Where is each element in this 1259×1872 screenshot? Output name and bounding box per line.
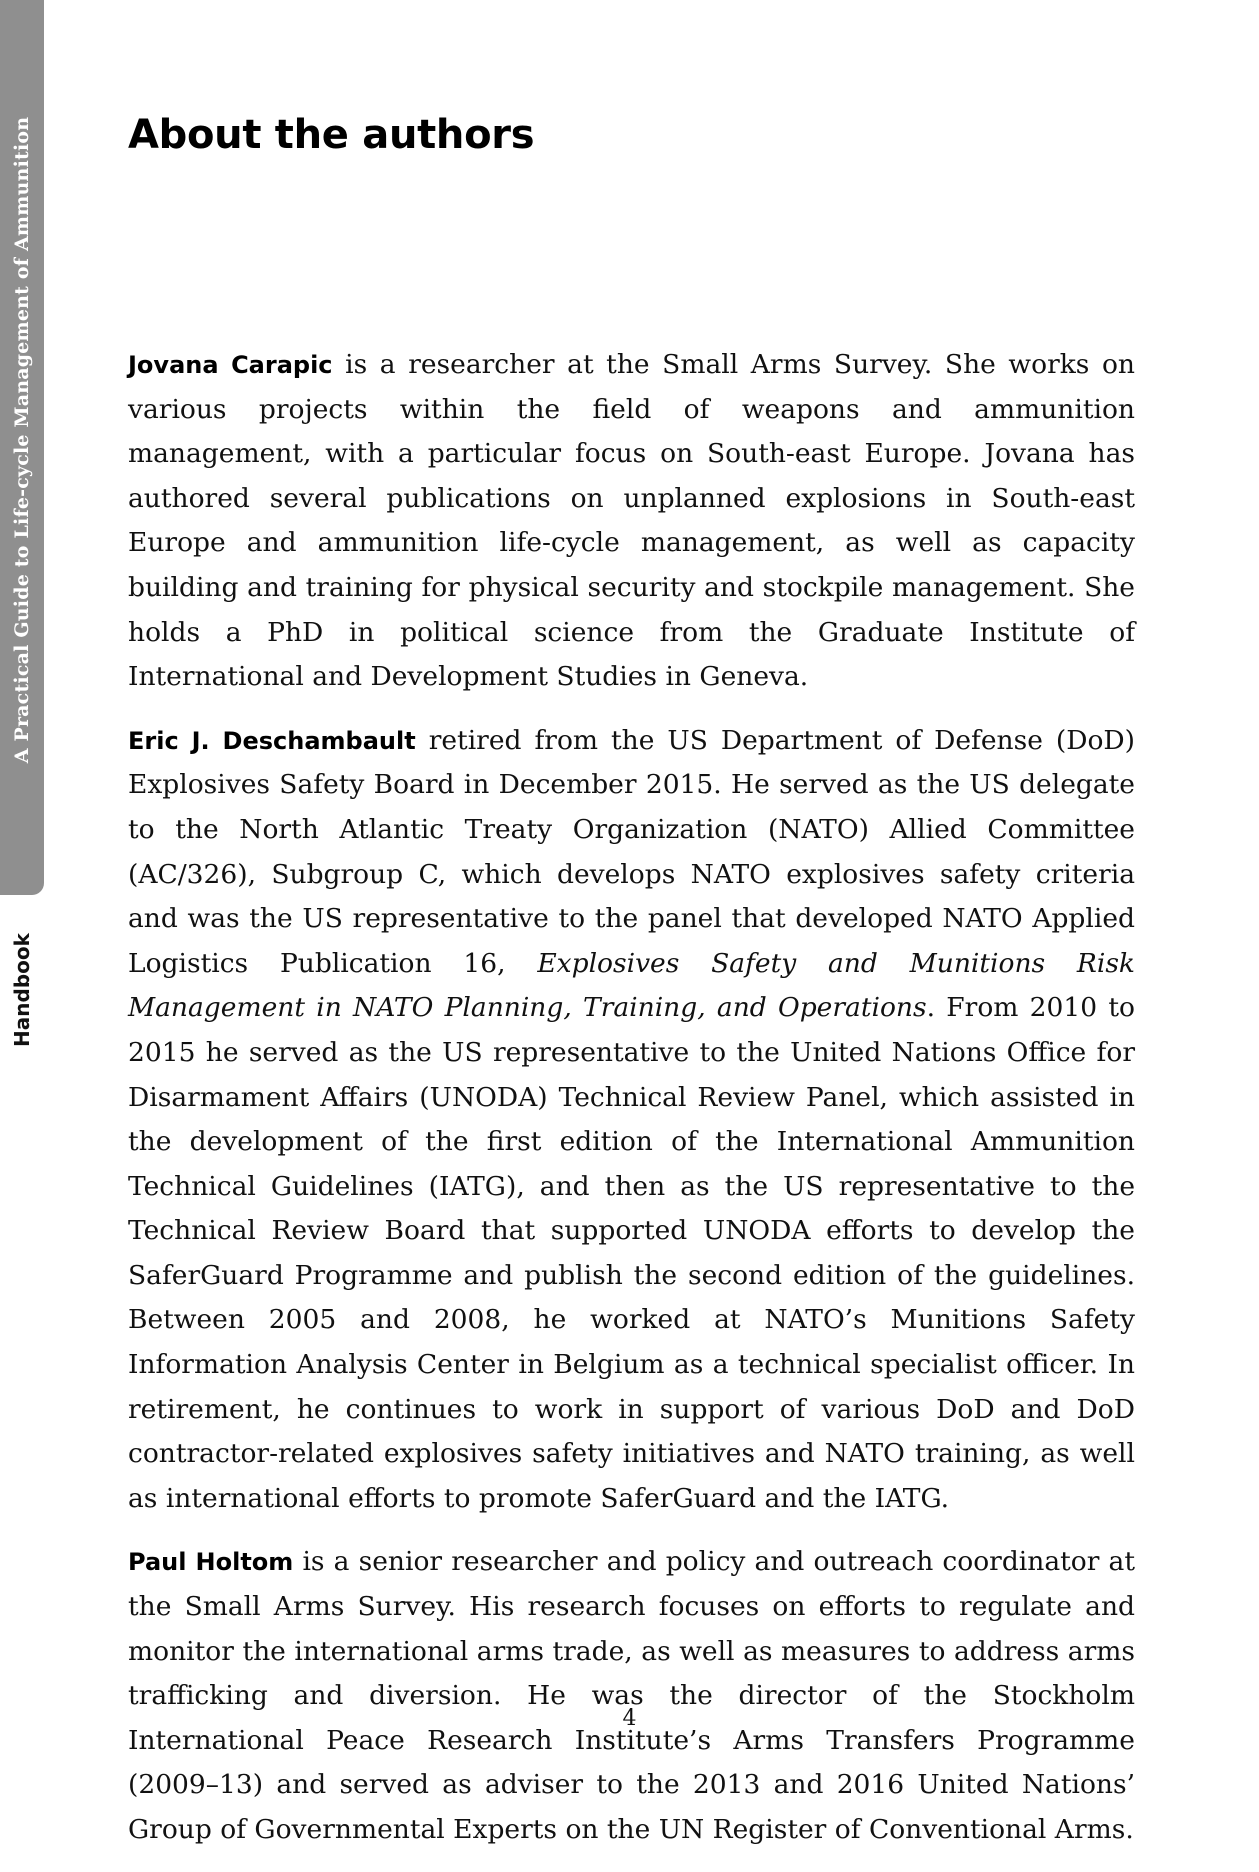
handbook-label: Handbook <box>10 933 34 1047</box>
running-title: A Practical Guide to Life-cycle Management of Ammunition <box>11 116 33 764</box>
side-tab <box>0 0 44 895</box>
bio-eric-deschambault <box>128 719 1135 1522</box>
page-title: About the authors <box>128 112 535 158</box>
bio-text: is a researcher at the Small Arms Survey. She works on various projects within the field of weapons and ammunition management, with a particular focus on South-east Europe. Jovana has authored several publications on unplanned explosions in South-east Europe and ammunition life-cycle management, as well as capacity building and training for physical security and stockpile management. She holds a PhD in political science from the Graduate Institute of International and Development Studies in Geneva. <box>128 349 1136 693</box>
author-name: Eric J. Deschambault <box>128 726 416 755</box>
bio-text: . From 2010 to 2015 he served as the US representative to the United Nations Office for Disarmament Affairs (UNODA) Technical Review Panel, which assisted in the development of the first edition of the International Ammunition Technical Guidelines (IATG), and then as the US representative to the Technical Review Board that supported UNODA efforts to develop the SaferGuard Programme and publish the second edition of the guidelines. Between 2005 and 2008, he worked at NATO’s Munitions Safety Information Analysis Center in Belgium as a technical specialist officer. In retirement, he continues to work in support of various DoD and DoD contractor-related explosives safety initiatives and NATO training, as well as international efforts to promote SaferGuard and the IATG. <box>128 992 1135 1514</box>
author-name: Paul Holtom <box>128 1548 294 1577</box>
page-number: 4 <box>622 1706 637 1731</box>
bio-paul-holtom <box>128 1540 1135 1852</box>
author-name: Jovana Carapic <box>128 351 333 379</box>
publication-title: Explosives Safety and Munitions Risk Management in NATO Planning, Training, and Operations <box>128 947 1135 1024</box>
bio-text: is a senior researcher and policy and outreach coordinator at the Small Arms Survey. His research focuses on efforts to regulate and monitor the international arms trade, as well as measures to address arms trafficking and diversion. He was the director of the Stockholm International Peace Research Institute’s Arms Transfers Programme (2009–13) and served as adviser to the 2013 and 2016 United Nations’ Group of Governmental Experts on the UN Register of Conventional Arms. <box>128 1546 1135 1845</box>
bio-text: retired from the US Department of Defense (DoD) Explosives Safety Board in December 2015. He served as the US delegate to the North Atlantic Treaty Organization (NATO) Allied Committee (AC/326), Subgroup C, which develops NATO explosives safety criteria and was the US representative to the panel that developed NATO Applied Logistics Publication 16, <box>128 724 1135 979</box>
bios-section <box>128 343 1135 1872</box>
bio-jovana-carapic <box>128 343 1135 700</box>
